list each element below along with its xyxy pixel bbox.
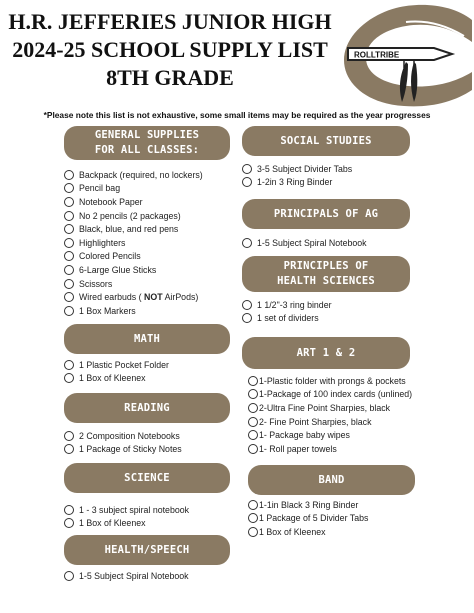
item-label: 1 Box of Kleenex (79, 373, 146, 384)
section-title: PRINCIPLES OF HEALTH SCIENCES (277, 260, 375, 287)
checkbox[interactable] (64, 518, 74, 528)
ag-list (242, 236, 367, 250)
list-item (242, 236, 367, 250)
checkbox[interactable] (64, 238, 74, 248)
checkbox[interactable] (248, 430, 258, 440)
list-item (248, 428, 412, 442)
item-label: 1 Package of 5 Divider Tabs (259, 513, 369, 524)
item-label: 1-5 Subject Spiral Notebook (257, 237, 367, 248)
list-item (242, 162, 352, 176)
section-title: HEALTH/SPEECH (104, 543, 190, 556)
item-label: 1-1in Black 3 Ring Binder (259, 499, 359, 510)
school-logo (334, 2, 474, 112)
science-list (64, 503, 189, 530)
item-label: Notebook Paper (79, 196, 143, 207)
item-label: 1 Box of Kleenex (79, 518, 146, 529)
item-label: 1-Package of 100 index cards (unlined) (259, 389, 413, 400)
checkbox[interactable] (248, 376, 258, 386)
item-label: Highlighters (79, 237, 126, 248)
section-title: SOCIAL STUDIES (280, 134, 372, 147)
item-label: 1 Box of Kleenex (259, 526, 326, 537)
checkbox[interactable] (64, 224, 74, 234)
item-label: Backpack (required, no lockers) (79, 169, 203, 180)
checkbox[interactable] (248, 444, 258, 454)
item-label: 1 set of dividers (257, 313, 319, 324)
list-item (64, 304, 203, 318)
list-item (242, 298, 332, 312)
section-header-art (242, 337, 410, 369)
checkbox[interactable] (64, 211, 74, 221)
item-label: 2- Fine Point Sharpies, black (259, 416, 372, 427)
item-label: 1 Plastic Pocket Folder (79, 359, 169, 370)
list-item (248, 415, 412, 429)
checkbox[interactable] (248, 527, 258, 537)
checkbox[interactable] (64, 265, 74, 275)
list-item (64, 503, 189, 517)
item-label: Black, blue, and red pens (79, 224, 179, 235)
health-list (64, 569, 189, 583)
art-list (248, 374, 412, 456)
band-list (248, 498, 368, 539)
checkbox[interactable] (64, 170, 74, 180)
section-title: PRINCIPALS OF AG (273, 207, 379, 220)
list-item (64, 222, 203, 236)
item-label: 6-Large Glue Sticks (79, 264, 157, 275)
list-item (64, 569, 189, 583)
list-item (248, 525, 368, 539)
section-header-reading (64, 393, 230, 423)
list-item (64, 195, 203, 209)
item-label: Scissors (79, 278, 113, 289)
checkbox[interactable] (248, 513, 258, 523)
checkbox[interactable] (248, 389, 258, 399)
list-item (64, 358, 169, 372)
item-label: 2-Ultra Fine Point Sharpies, black (259, 402, 391, 413)
list-item (64, 263, 203, 277)
item-label: 1 1/2"-3 ring binder (257, 299, 332, 310)
checkbox[interactable] (64, 183, 74, 193)
item-label: Wired earbuds ( NOT AirPods) (79, 292, 199, 303)
item-label: 2 Composition Notebooks (79, 430, 180, 441)
list-item (248, 374, 412, 388)
checkbox[interactable] (248, 500, 258, 510)
list-item (248, 442, 412, 456)
list-item (64, 236, 203, 250)
checkbox[interactable] (64, 505, 74, 515)
checkbox[interactable] (64, 279, 74, 289)
checkbox[interactable] (64, 373, 74, 383)
section-title: GENERAL SUPPLIES FOR ALL CLASSES: (94, 129, 200, 156)
list-item (64, 517, 189, 531)
list-item (64, 182, 203, 196)
checkbox[interactable] (64, 444, 74, 454)
section-header-health (64, 535, 230, 565)
checkbox[interactable] (64, 431, 74, 441)
section-title: ART 1 & 2 (296, 346, 356, 359)
item-label: 1-2in 3 Ring Binder (257, 177, 333, 188)
checkbox[interactable] (64, 306, 74, 316)
checkbox[interactable] (248, 417, 258, 427)
list-item (248, 498, 368, 512)
logo-text: ROLLTRIBE (354, 50, 400, 60)
checkbox[interactable] (64, 292, 74, 302)
list-item (64, 250, 203, 264)
grade-title: 8TH GRADE (106, 65, 234, 90)
item-label: Colored Pencils (79, 251, 141, 262)
social-studies-list (242, 162, 352, 189)
checkbox[interactable] (64, 571, 74, 581)
list-item (248, 512, 368, 526)
math-list (64, 358, 169, 385)
item-label: 1 Package of Sticky Notes (79, 444, 182, 455)
checkbox[interactable] (64, 197, 74, 207)
general-supplies-list (64, 168, 203, 318)
list-item (248, 388, 412, 402)
list-item (64, 443, 182, 457)
section-header-health-sciences (242, 256, 410, 292)
list-item (64, 209, 203, 223)
list-item (248, 401, 412, 415)
section-header-social-studies (242, 126, 410, 156)
section-header-band (248, 465, 415, 495)
list-item (64, 168, 203, 182)
list-item (242, 312, 332, 326)
list-item (64, 277, 203, 291)
item-label: 1- Roll paper towels (259, 443, 337, 454)
checkbox[interactable] (64, 251, 74, 261)
section-title: READING (124, 401, 170, 414)
section-header-science (64, 463, 230, 493)
list-item (64, 372, 169, 386)
checkbox[interactable] (64, 360, 74, 370)
checkbox[interactable] (242, 300, 252, 310)
list-item (242, 176, 352, 190)
item-label: 3-5 Subject Divider Tabs (257, 163, 353, 174)
item-label: 1-5 Subject Spiral Notebook (79, 570, 189, 581)
section-header-ag (242, 199, 410, 229)
section-header-general (64, 126, 230, 160)
checkbox[interactable] (242, 177, 252, 187)
section-title: SCIENCE (124, 471, 170, 484)
section-title: BAND (318, 473, 345, 486)
checkbox[interactable] (242, 164, 252, 174)
checkbox[interactable] (242, 313, 252, 323)
disclaimer-note: *Please note this list is not exhaustive, some small items may be required as the year progresses (43, 110, 431, 120)
list-title: 2024-25 SCHOOL SUPPLY LIST (12, 37, 328, 62)
reading-list (64, 429, 182, 456)
school-name: H.R. JEFFERIES JUNIOR HIGH (8, 9, 332, 34)
health-sciences-list (242, 298, 332, 325)
item-label: 1 Box Markers (79, 305, 136, 316)
list-item (64, 429, 182, 443)
checkbox[interactable] (242, 238, 252, 248)
item-label: No 2 pencils (2 packages) (79, 210, 181, 221)
item-label: 1- Package baby wipes (259, 430, 350, 441)
item-label: 1 - 3 subject spiral notebook (79, 504, 190, 515)
section-header-math (64, 324, 230, 354)
item-label: Pencil bag (79, 183, 121, 194)
checkbox[interactable] (248, 403, 258, 413)
item-label: 1-Plastic folder with prongs & pockets (259, 375, 406, 386)
section-title: MATH (133, 332, 161, 345)
list-item (64, 290, 203, 304)
